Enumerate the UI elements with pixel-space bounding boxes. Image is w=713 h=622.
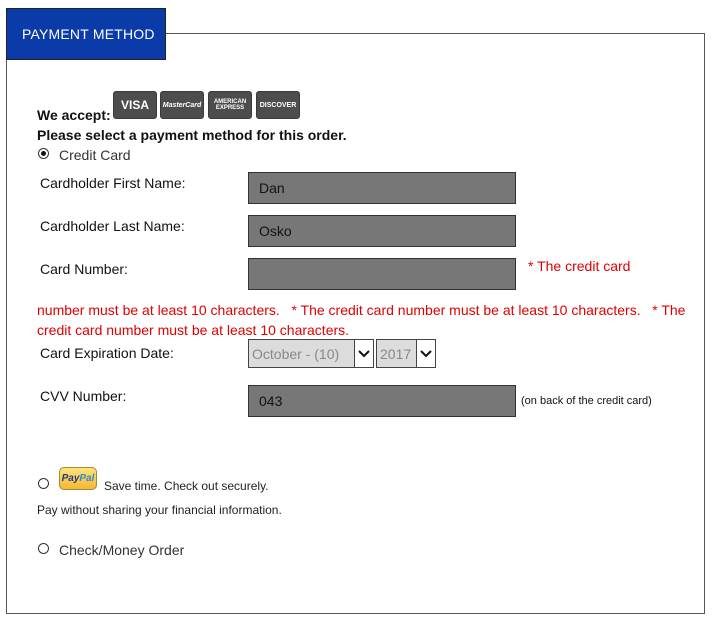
expiration-year-value: 2017 (380, 345, 412, 362)
paypal-tagline: Save time. Check out securely. (104, 479, 269, 493)
expiration-date-label: Card Expiration Date: (40, 345, 174, 361)
amex-logo-icon: AMERICAN EXPRESS (208, 91, 252, 119)
card-number-error-inline: * The credit card (528, 258, 631, 274)
card-number-input[interactable] (248, 258, 516, 290)
chevron-down-icon (416, 340, 435, 367)
cvv-hint: (on back of the credit card) (521, 395, 652, 407)
chevron-down-icon (354, 340, 373, 367)
discover-logo-icon: DISCOVER (256, 91, 300, 119)
expiration-month-select[interactable] (248, 339, 374, 368)
credit-card-option-label: Credit Card (59, 147, 131, 163)
last-name-label: Cardholder Last Name: (40, 218, 185, 234)
cvv-label: CVV Number: (40, 388, 127, 404)
section-title-tab: PAYMENT METHOD (6, 8, 166, 60)
last-name-input[interactable] (248, 215, 516, 247)
first-name-label: Cardholder First Name: (40, 175, 186, 191)
card-number-label: Card Number: (40, 261, 128, 277)
paypal-description: Pay without sharing your financial information. (37, 503, 282, 517)
paypal-logo-icon: Pay Pal (59, 467, 97, 490)
card-number-error-line-2: credit card number must be at least 10 characters. (37, 322, 350, 338)
we-accept-label: We accept: (37, 107, 111, 123)
check-money-order-radio[interactable] (38, 543, 49, 554)
visa-logo-icon: VISA (113, 91, 157, 119)
mastercard-logo-icon: MasterCard (160, 91, 204, 119)
paypal-radio[interactable] (38, 478, 49, 489)
cvv-input[interactable] (248, 385, 516, 417)
check-money-order-label: Check/Money Order (59, 542, 185, 558)
first-name-input[interactable] (248, 172, 516, 204)
instruction-text: Please select a payment method for this order. (37, 127, 347, 143)
credit-card-radio[interactable] (38, 148, 49, 159)
expiration-month-value: October - (10) (252, 345, 340, 362)
expiration-year-select[interactable] (376, 339, 436, 368)
card-number-error-line-1: number must be at least 10 characters. * The credit card number must be at least 10 characters. * The (37, 302, 686, 318)
